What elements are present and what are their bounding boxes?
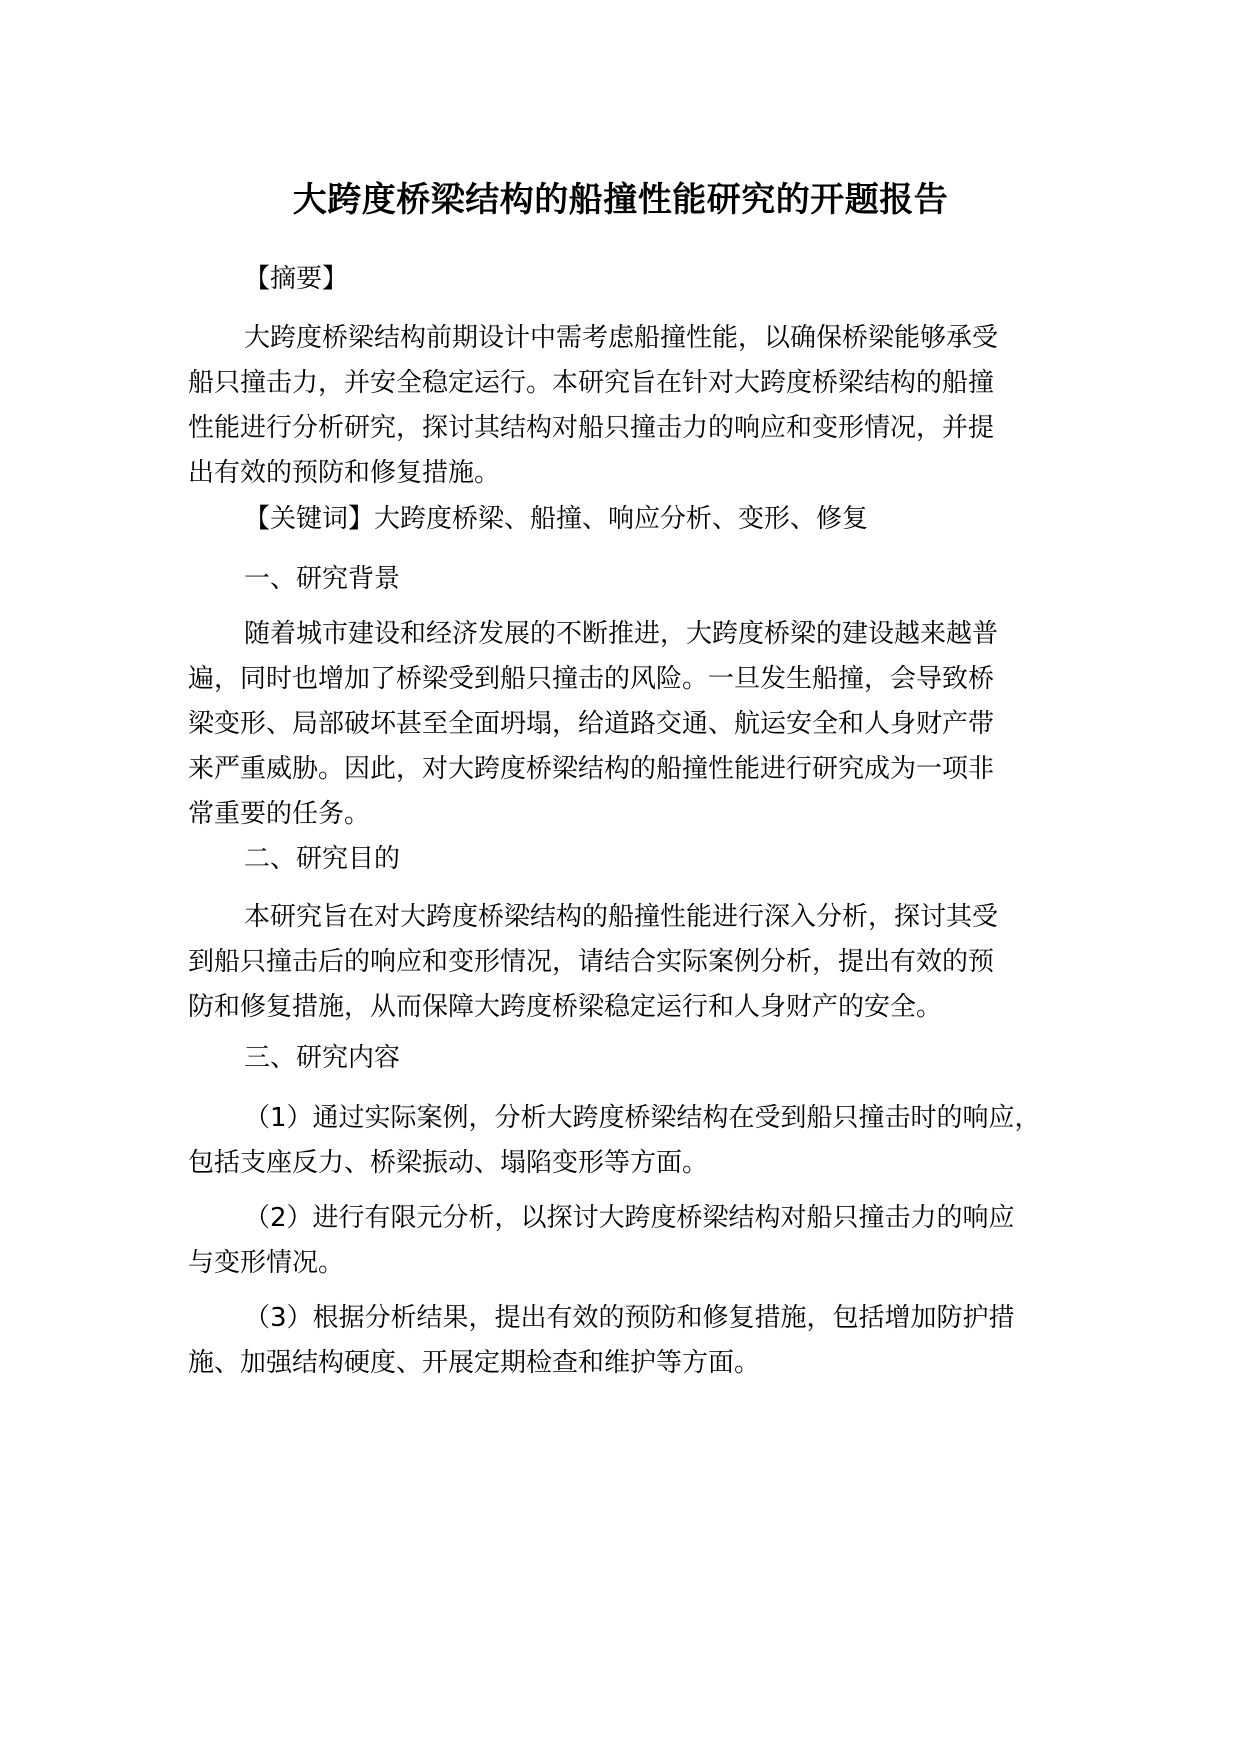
abstract-heading-block [188,257,1068,302]
paragraph-line: 到船只撞击后的响应和变形情况，请结合实际案例分析，提出有效的预 [188,947,995,977]
content-item-2 [188,1196,1068,1286]
section1-heading-block [188,557,1068,602]
paragraph-line: （3）根据分析结果，提出有效的预防和修复措施，包括增加防护措 [244,1303,1015,1333]
paragraph-line: 性能进行分析研究，探讨其结构对船只撞击力的响应和变形情况，并提 [188,413,995,443]
paragraph-line: 船只撞击力，并安全稳定运行。本研究旨在针对大跨度桥梁结构的船撞 [188,368,995,398]
paragraph-line: 出有效的预防和修复措施。 [188,458,501,488]
keywords-line: 【关键词】大跨度桥梁、船撞、响应分析、变形、修复 [244,504,869,534]
paragraph-line: 防和修复措施，从而保障大跨度桥梁稳定运行和人身财产的安全。 [188,992,943,1022]
section1-paragraph [188,612,1068,837]
abstract-paragraph [188,316,1068,496]
paragraph-line: 来严重威胁。因此，对大跨度桥梁结构的船撞性能进行研究成为一项非 [188,754,995,784]
paragraph-line: （1）通过实际案例，分析大跨度桥梁结构在受到船只撞击时的响应， [244,1103,1041,1133]
section3-heading-block [188,1036,1068,1081]
paragraph-line: （2）进行有限元分析，以探讨大跨度桥梁结构对船只撞击力的响应 [244,1203,1015,1233]
paragraph-line: 随着城市建设和经济发展的不断推进，大跨度桥梁的建设越来越普 [244,619,999,649]
section2-heading: 二、研究目的 [244,844,401,874]
section2-heading-block [188,837,1068,882]
paragraph-line: 大跨度桥梁结构前期设计中需考虑船撞性能，以确保桥梁能够承受 [244,323,999,353]
abstract-heading: 【摘要】 [244,264,349,294]
content-item-3 [188,1296,1068,1386]
document-title: 大跨度桥梁结构的船撞性能研究的开题报告 [292,180,949,220]
paragraph-line: 与变形情况。 [188,1248,345,1278]
section3-heading: 三、研究内容 [244,1043,401,1073]
paragraph-line: 遍，同时也增加了桥梁受到船只撞击的风险。一旦发生船撞，会导致桥 [188,664,995,694]
paragraph-line: 梁变形、局部破坏甚至全面坍塌，给道路交通、航运安全和人身财产带 [188,709,995,739]
keywords-block [188,497,1068,542]
content-item-1 [188,1096,1068,1186]
paragraph-line: 包括支座反力、桥梁振动、塌陷变形等方面。 [188,1148,709,1178]
paragraph-line: 本研究旨在对大跨度桥梁结构的船撞性能进行深入分析，探讨其受 [244,902,999,932]
section2-paragraph [188,895,1068,1030]
paragraph-line: 常重要的任务。 [188,799,371,829]
section1-heading: 一、研究背景 [244,564,401,594]
paragraph-line: 施、加强结构硬度、开展定期检查和维护等方面。 [188,1348,761,1378]
